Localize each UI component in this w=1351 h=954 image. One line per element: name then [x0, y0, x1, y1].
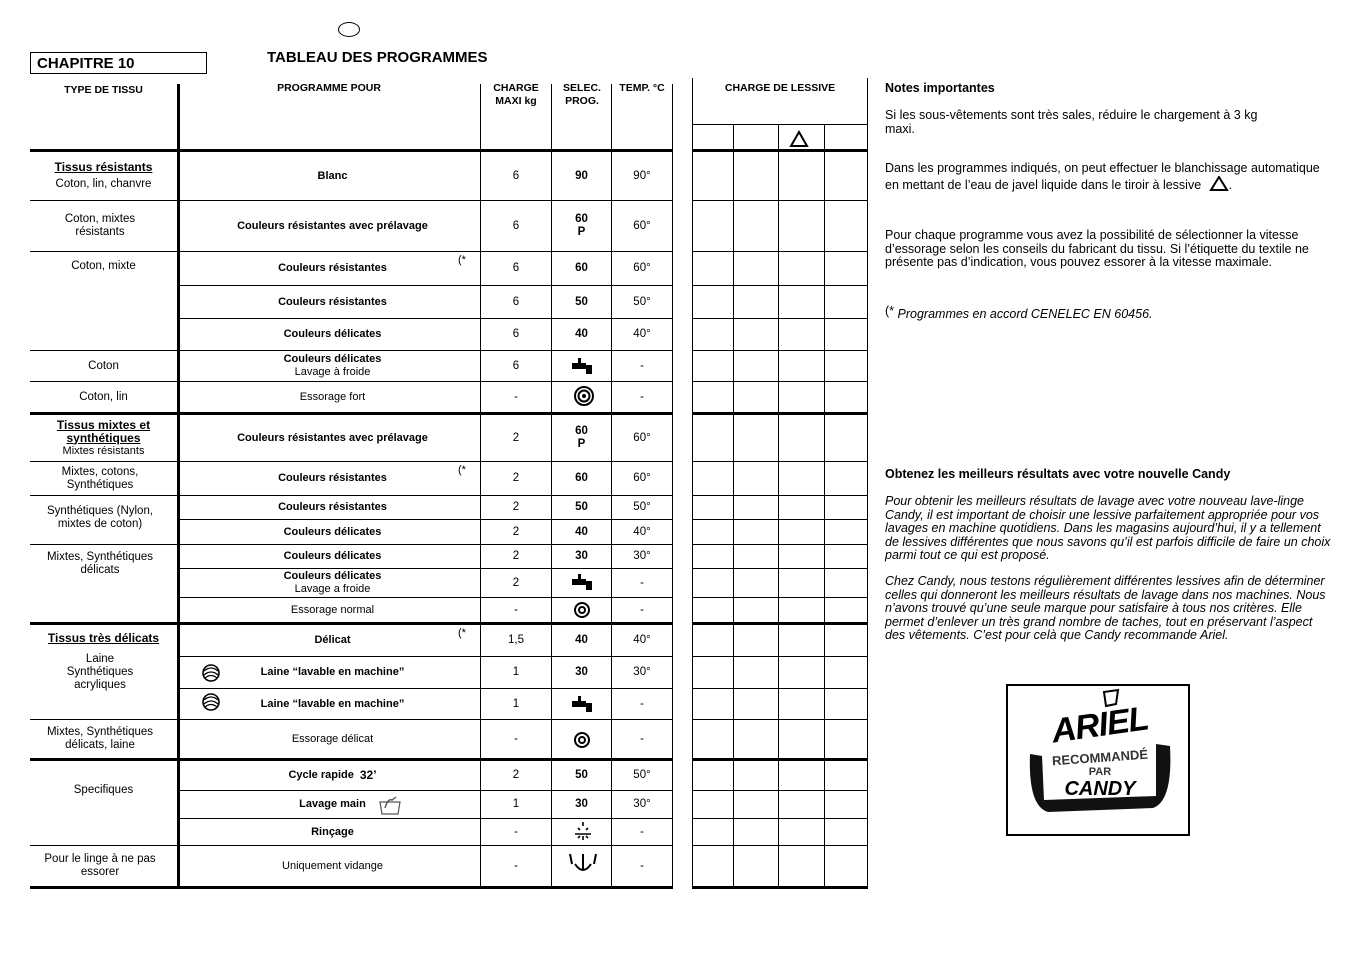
- notes-title: Notes importantes: [885, 81, 995, 95]
- note-paragraph: [885, 162, 1335, 192]
- delicate-spin-icon: [572, 730, 592, 750]
- selector-value: [552, 657, 611, 688]
- fabric-coton-lin: Coton, lin: [79, 390, 128, 403]
- program-sublabel: 32’: [359, 768, 377, 782]
- charge-value: 1: [512, 798, 520, 810]
- program-name: [210, 625, 455, 656]
- temp-value: 60°: [633, 262, 651, 274]
- program-name: [210, 545, 455, 568]
- fabric-coton: Coton: [88, 359, 119, 372]
- selector-value: [552, 761, 611, 790]
- program-name: [210, 462, 455, 495]
- program-label: Couleurs résistantes: [278, 262, 387, 274]
- selector-value: [552, 545, 611, 568]
- temp-value: 90°: [633, 169, 651, 182]
- charge-value: 2: [512, 769, 520, 781]
- language-indicator: [338, 22, 360, 37]
- charge-value: 2: [512, 576, 520, 589]
- temp-value: 30°: [633, 550, 651, 562]
- logo-brand: ARIEL: [1049, 699, 1151, 751]
- col-header-program: PROGRAMME POUR: [277, 82, 381, 94]
- logo-line: RECOMMANDÉ: [1051, 746, 1149, 769]
- program-name: [210, 846, 455, 886]
- program-label: Couleurs délicates: [283, 570, 382, 582]
- selector-value: [552, 791, 611, 818]
- selector-number: 60: [575, 262, 588, 274]
- charge-value: 1,5: [508, 634, 524, 646]
- note-paragraph: Si les sous-vêtements sont très sales, réduire le chargement à 3 kg maxi.: [885, 108, 1258, 136]
- fabric-group-delicats: [30, 629, 177, 647]
- program-sublabel: Lavage à froide: [294, 366, 371, 378]
- best-results-title: Obtenez les meilleurs résultats avec votre nouvelle Candy: [885, 467, 1231, 481]
- charge-value: 2: [512, 431, 520, 444]
- fabric-group-subtitle: Coton, lin, chanvre: [55, 178, 152, 190]
- temp-value: -: [640, 390, 644, 403]
- program-name: [210, 496, 455, 519]
- charge-value: 6: [512, 359, 520, 372]
- program-label: Lavage main: [299, 798, 366, 810]
- selector-value: [552, 152, 611, 200]
- program-label: Couleurs délicates: [283, 550, 382, 562]
- fabric-group-title: Tissus mixtes et synthétiques: [56, 417, 151, 445]
- program-label: Couleurs résistantes avec prélavage: [237, 219, 428, 232]
- col-header-fabric: TYPE DE TISSU: [64, 84, 143, 96]
- cold-tap-icon: [570, 572, 596, 592]
- col-header-selector: SELEC. PROG.: [563, 82, 601, 107]
- fabric-group-subtitle: Mixtes résistants: [62, 444, 145, 457]
- cold-tap-icon: [570, 694, 596, 714]
- charge-value: 1: [512, 666, 520, 678]
- charge-value: 6: [512, 219, 520, 232]
- fabric-mixtes-cotons: Mixtes, cotons, Synthétiques: [61, 465, 139, 491]
- selector-number: 40: [575, 328, 588, 340]
- program-label: Essorage normal: [290, 603, 375, 616]
- strong-spin-icon: [573, 385, 595, 407]
- program-label: Essorage délicat: [291, 732, 374, 745]
- selector-value: [552, 462, 611, 495]
- temp-value: 50°: [633, 769, 651, 781]
- program-name: [210, 415, 455, 461]
- selector-number: 50: [575, 501, 588, 513]
- program-label: Couleurs résistantes: [278, 295, 387, 308]
- charge-value: 1: [512, 697, 520, 710]
- best-results-paragraph: Chez Candy, nous testons régulièrement différentes lessives afin de déterminer celles qui donneront les meilleurs résultats de lavage dans nos machines. Nous n’avons trouvé qu’une seule marque pour satisfaire à tous nos critères. Elle permet d’enlever un très grand nombre de taches, tout en préservant l’aspect des vêtements. C’est pour celà que Candy recommande Ariel.: [885, 574, 1326, 642]
- note-text: Dans les programmes indiqués, on peut effectuer le blanchissage automatique en mettant de l’eau de javel liquide dans le tiroir à lessive: [885, 161, 1320, 192]
- program-label: Couleurs délicates: [283, 525, 382, 538]
- charge-value: 6: [512, 262, 520, 274]
- charge-value: 2: [512, 550, 520, 562]
- program-label: Couleurs résistantes: [278, 501, 387, 513]
- program-label: Laine “lavable en machine”: [260, 666, 405, 678]
- program-label: Laine “lavable en machine”: [260, 697, 405, 710]
- charge-value: 2: [512, 501, 520, 513]
- selector-number: 50: [575, 769, 588, 781]
- col-header-detergent: CHARGE DE LESSIVE: [724, 82, 836, 94]
- temp-value: -: [640, 576, 644, 589]
- col-header-temp: TEMP. °C: [619, 82, 665, 94]
- temp-value: 40°: [633, 328, 651, 340]
- charge-value: 6: [512, 328, 520, 340]
- selector-number: 60: [575, 213, 588, 225]
- program-label: Uniquement vidange: [282, 859, 383, 872]
- temp-value: -: [640, 825, 644, 838]
- selector-number: 60: [575, 472, 588, 484]
- cold-tap-icon: [570, 356, 596, 376]
- fabric-group-title: Tissus très délicats: [47, 630, 160, 645]
- temp-value: 60°: [633, 431, 651, 444]
- charge-value: -: [514, 859, 518, 872]
- temp-value: -: [640, 603, 644, 616]
- program-label: Essorage fort: [299, 390, 366, 403]
- cenelec-mark: (*: [458, 464, 466, 476]
- fabric-group-title: Tissus résistants: [54, 160, 153, 174]
- chapter-label: CHAPITRE 10: [30, 52, 207, 74]
- temp-value: -: [640, 359, 644, 372]
- charge-value: -: [514, 603, 518, 616]
- program-name: [210, 520, 455, 544]
- temp-value: 60°: [633, 219, 651, 232]
- program-name: [210, 351, 455, 381]
- rinse-icon: [572, 820, 594, 842]
- selector-value: [552, 496, 611, 519]
- fabric-mixtes-laine: Mixtes, Synthétiques délicats, laine: [46, 726, 154, 751]
- selector-number: 30: [575, 666, 588, 678]
- selector-value: [552, 286, 611, 318]
- bleach-triangle-icon: [789, 130, 809, 148]
- program-name: [210, 819, 455, 845]
- fabric-synthetiques: Synthétiques (Nylon, mixtes de coton): [46, 505, 154, 530]
- selector-value: [552, 319, 611, 350]
- charge-value: -: [514, 390, 518, 403]
- col-header-charge: CHARGE MAXI kg: [493, 82, 539, 107]
- logo-candy: CANDY: [1064, 778, 1136, 800]
- program-label: Couleurs résistantes avec prélavage: [237, 431, 428, 444]
- program-label: Cycle rapide: [288, 769, 354, 781]
- temp-value: 50°: [633, 295, 651, 308]
- charge-value: 2: [512, 472, 520, 484]
- program-name: [210, 791, 455, 818]
- footnote-mark: (*: [885, 304, 895, 318]
- fabric-mixtes-synthetiques: Mixtes, Synthétiques délicats: [46, 551, 154, 576]
- selector-number: 50: [575, 295, 588, 308]
- charge-value: 6: [512, 295, 520, 308]
- fabric-specifiques: Specifiques: [73, 783, 134, 796]
- selector-number: 60: [575, 425, 588, 437]
- charge-value: 6: [512, 169, 520, 182]
- fabric-group-mixtes: [30, 415, 177, 461]
- note-paragraph: Pour chaque programme vous avez la possibilité de sélectionner la vitesse d’essorage selon les conseils du fabricant du tissu. Si l’étiquette du textile ne présente pas d’indication, vous pouvez essorer à la vitesse maximale.: [885, 228, 1309, 269]
- normal-spin-icon: [572, 600, 592, 620]
- note-paragraph: [885, 305, 1335, 322]
- cenelec-mark: (*: [458, 627, 466, 639]
- program-name: [210, 569, 455, 597]
- program-name: [210, 382, 455, 412]
- fabric-laine: Laine Synthétiques acryliques: [66, 652, 134, 691]
- temp-value: 40°: [633, 525, 651, 538]
- program-label: Couleurs délicates: [283, 353, 382, 365]
- bleach-triangle-icon: [1209, 176, 1229, 192]
- temp-value: 40°: [633, 634, 651, 646]
- temp-value: 60°: [633, 472, 651, 484]
- selector-prewash: P: [577, 226, 586, 238]
- program-name: [210, 286, 455, 318]
- hand-wash-icon: [378, 794, 402, 816]
- charge-value: -: [514, 732, 518, 745]
- fabric-coton-mixtes: Coton, mixtes résistants: [64, 213, 136, 238]
- program-name: [210, 319, 455, 350]
- program-name: [210, 657, 455, 688]
- program-name: [210, 689, 455, 719]
- ariel-candy-logo: [1006, 684, 1190, 836]
- program-label: Couleurs délicates: [283, 328, 382, 340]
- temp-value: -: [640, 859, 644, 872]
- selector-prewash: P: [577, 438, 586, 450]
- selector-value: [552, 201, 611, 251]
- program-name: [210, 201, 455, 251]
- charge-value: 2: [512, 525, 520, 538]
- program-label: Blanc: [317, 169, 348, 182]
- footnote-text: Programmes en accord CENELEC EN 60456.: [897, 307, 1153, 321]
- program-name: [210, 152, 455, 200]
- logo-line: PAR: [1088, 766, 1112, 778]
- program-name: [210, 252, 455, 285]
- program-label: Rinçage: [311, 825, 354, 838]
- selector-value: [552, 252, 611, 285]
- selector-value: [552, 415, 611, 461]
- selector-number: 40: [575, 634, 588, 646]
- program-name: [210, 598, 455, 622]
- page-title: TABLEAU DES PROGRAMMES: [267, 49, 488, 66]
- program-name: [210, 720, 455, 758]
- best-results-paragraph: Pour obtenir les meilleurs résultats de lavage avec votre nouveau lave-linge Candy, il est important de choisir une lessive parfaitement appropriée pour vos lavages en machine quotidiens. Dans les magasins aujourd’hui, il y a tellement de lessives différentes que nous savons qu’il est parfois difficile de faire un choix parmi tout ce qui est proposé.: [885, 494, 1331, 562]
- temp-value: -: [640, 732, 644, 745]
- cenelec-mark: (*: [458, 254, 466, 266]
- selector-number: 30: [575, 550, 588, 562]
- wool-icon: [200, 663, 222, 683]
- drain-icon: [567, 850, 599, 878]
- fabric-group-resistants: [30, 152, 177, 200]
- fabric-coton-mixte: Coton, mixte: [71, 259, 136, 272]
- temp-value: 50°: [633, 501, 651, 513]
- temp-value: -: [640, 697, 644, 710]
- program-label: Délicat: [314, 634, 351, 646]
- selector-value: [552, 520, 611, 544]
- charge-value: -: [514, 825, 518, 838]
- selector-number: 30: [575, 798, 588, 810]
- selector-number: 90: [575, 169, 588, 182]
- temp-value: 30°: [633, 666, 651, 678]
- selector-number: 40: [575, 525, 588, 538]
- program-label: Couleurs résistantes: [278, 472, 387, 484]
- selector-value: [552, 625, 611, 656]
- note-text: .: [1228, 177, 1233, 192]
- fabric-ne-pas-essorer: Pour le linge à ne pas essorer: [44, 853, 156, 878]
- wool-icon: [200, 692, 222, 712]
- program-sublabel: Lavage a froide: [294, 583, 371, 595]
- temp-value: 30°: [633, 798, 651, 810]
- program-name: [210, 761, 455, 790]
